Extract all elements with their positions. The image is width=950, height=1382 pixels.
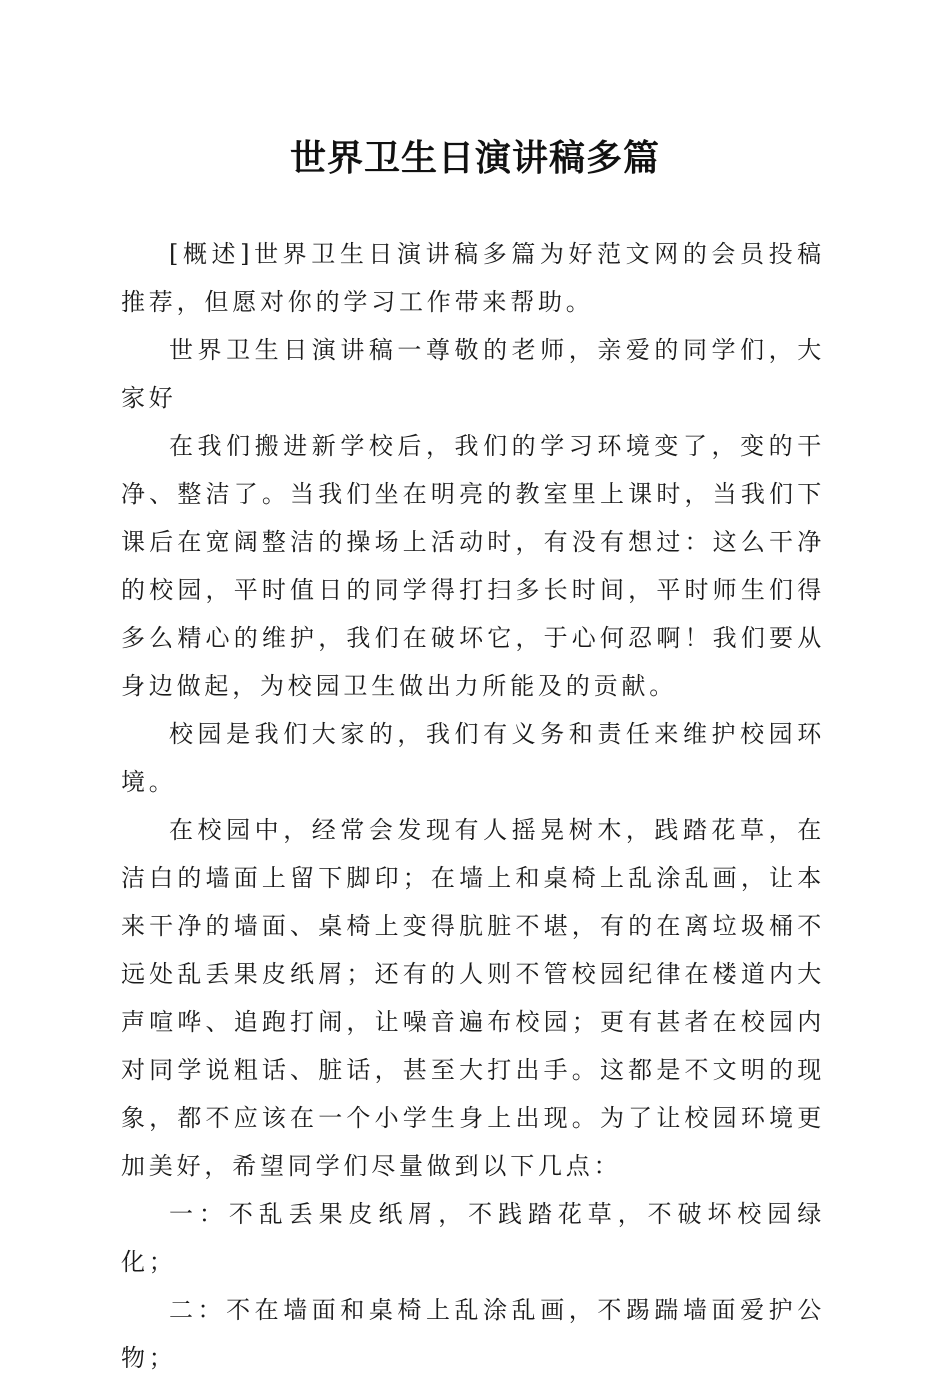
paragraph-new-school: 在我们搬进新学校后，我们的学习环境变了，变的干净、整洁了。当我们坐在明亮的教室里上课时，当我们下课后在宽阔整洁的操场上活动时，有没有想过：这么干净的校园，平时值日的同学得打扫多长时间，平时师生们得多么精心的维护，我们在破坏它，于心何忍啊！我们要从身边做起，为校园卫生做出力所能及的贡献。 <box>121 432 825 700</box>
paragraph-greeting: 世界卫生日演讲稿一尊敬的老师，亲爱的同学们，大家好 <box>121 336 825 412</box>
paragraph-point-two: 二：不在墙面和桌椅上乱涂乱画，不踢踹墙面爱护公物； <box>121 1296 825 1372</box>
paragraph-point-one: 一：不乱丢果皮纸屑，不践踏花草，不破坏校园绿化； <box>121 1200 825 1276</box>
paragraph-responsibility: 校园是我们大家的，我们有义务和责任来维护校园环境。 <box>121 720 825 796</box>
paragraph-bad-behaviors: 在校园中，经常会发现有人摇晃树木，践踏花草，在洁白的墙面上留下脚印；在墙上和桌椅上乱涂乱画，让本来干净的墙面、桌椅上变得肮脏不堪，有的在离垃圾桶不远处乱丢果皮纸屑；还有的人则不管校园纪律在楼道内大声喧哗、追跑打闹，让噪音遍布校园；更有甚者在校园内对同学说粗话、脏话，甚至大打出手。这都是不文明的现象，都不应该在一个小学生身上出现。为了让校园环境更加美好，希望同学们尽量做到以下几点： <box>121 816 825 1180</box>
paragraph-summary: [概述]世界卫生日演讲稿多篇为好范文网的会员投稿推荐，但愿对你的学习工作带来帮助。 <box>121 240 825 316</box>
document-title: 世界卫生日演讲稿多篇 <box>289 137 660 179</box>
document-body <box>121 230 825 1382</box>
